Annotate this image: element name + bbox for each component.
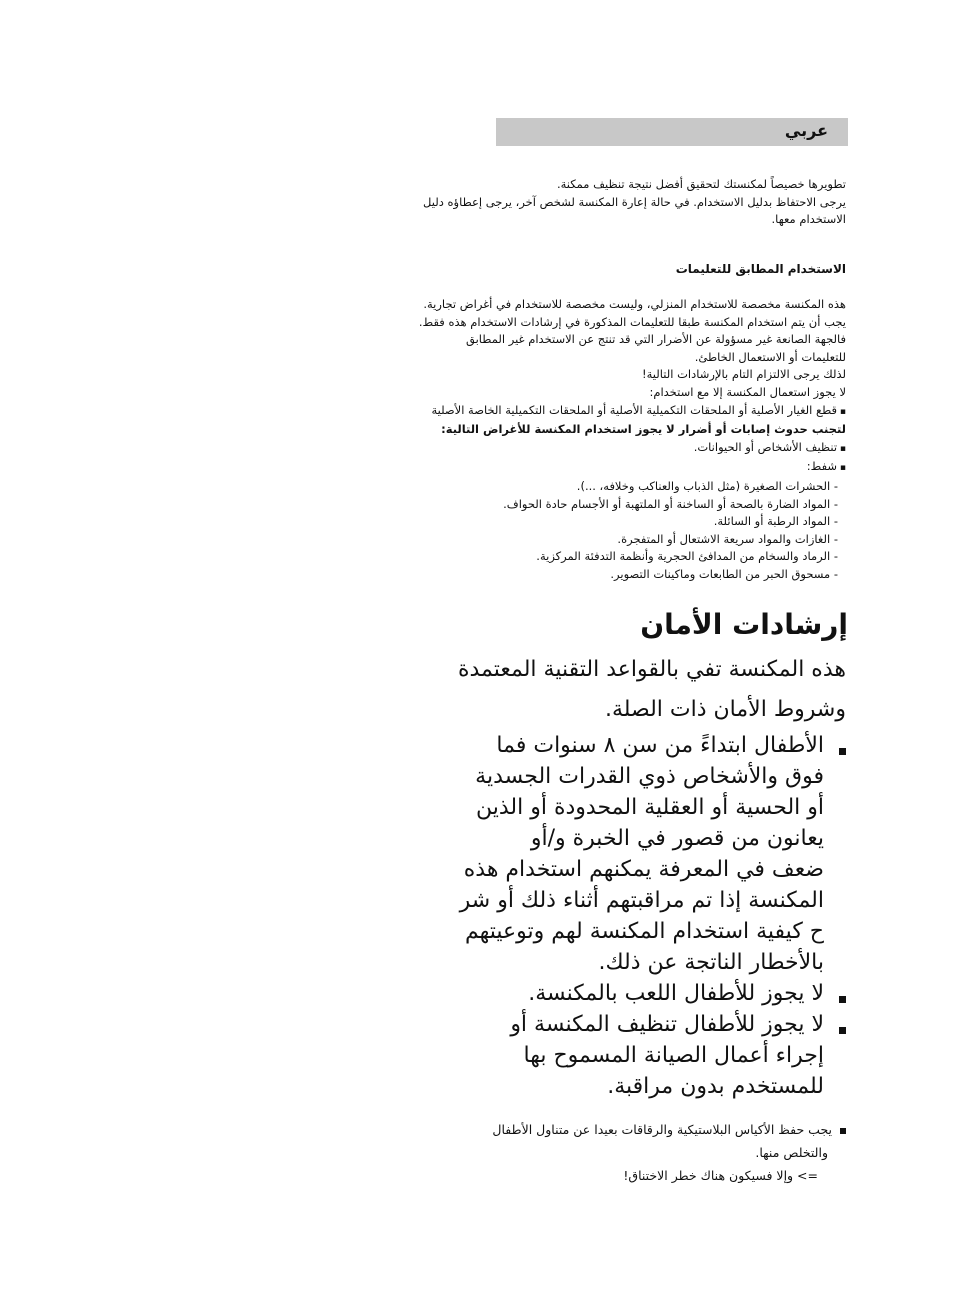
safety-item-line: أو الحسية أو العقلية المحدودة أو الذين [476, 795, 824, 820]
intro-line: تطويرها خصيصاً لمكنستك لتحقيق أفضل نتيجة تنظيف ممكنة. [556, 177, 846, 191]
suction-item: - المواد الضارة بالصحة أو الساخنة أو الملتهبة أو الأجسام حادة الحواف. [440, 496, 846, 514]
safety-item-line: فوق والأشخاص ذوي القدرات الجسدية [475, 764, 824, 789]
bag-line: => وإلا فسيكون هناك خطر الاختناق! [623, 1168, 818, 1183]
bullet-square-icon [839, 1027, 846, 1034]
safety-item-line: ح كيفية استخدام المكنسة لهم وتوعيتهم [464, 919, 824, 944]
safety-item-line: الأطفال ابتداءً من سن ٨ سنوات فما [496, 733, 824, 758]
intro-line: يرجى الاحتفاظ بدليل الاستخدام. في حالة إعارة المكنسة لشخص آخر، يرجى إعطاؤه دليل [423, 194, 846, 209]
suction-item: - الحشرات الصغيرة (مثل الذباب والعناكب وخلافه، ...). [440, 478, 846, 496]
plastic-bags-warning [440, 1118, 846, 1187]
bag-line: والتخلص منها. [755, 1145, 828, 1160]
safety-item-line: يعانون من قصور في الخبرة و/أو [530, 826, 824, 851]
suction-item: - المواد الرطبة أو السائلة. [440, 513, 846, 531]
usage-line: للتعليمات أو الاستعمال الخاطئ. [694, 349, 846, 364]
safety-item-line: إجراء أعمال الصيانة المسموح بها [523, 1043, 824, 1068]
bag-line [440, 1118, 846, 1141]
safety-item-children-supervision [459, 730, 846, 978]
safety-intro [457, 650, 846, 730]
bullet-square-icon [840, 1128, 846, 1134]
language-header-bar [496, 118, 848, 146]
suction-item: - الرماد والسخام من المدافئ الحجرية وأنظمة التدفئة المركزية. [440, 548, 846, 566]
bullet-square-icon [839, 748, 846, 755]
safety-intro-line: وشروط الأمان ذات الصلة. [604, 697, 846, 722]
bullet-suction: ▪ شفط: [440, 458, 846, 478]
suction-item: - مسحوق الحبر من الطابعات وماكينات التصوير. [440, 566, 846, 584]
safety-item-line: بالأخطار الناتجة عن ذلك. [598, 950, 824, 975]
intro-line: الاستخدام معها. [771, 212, 846, 227]
warning-bold-text: لتجنب حدوث إصابات أو أضرار لا يجوز استخدام المكنسة للأغراض التالية: [441, 422, 846, 437]
safety-title: إرشادات الأمان [640, 608, 848, 641]
bag-line-text: يجب حفظ الأكياس البلاستيكية والرقاقات بعيدا عن متناول الأطفال [492, 1122, 832, 1137]
language-label: عربي [784, 121, 828, 140]
bullet-original-parts: ▪ قطع الغيار الأصلية أو الملحقات التكميلية الأصلية أو الملحقات التكميلية الخاصة الأصلية [440, 402, 846, 422]
safety-item-no-cleaning [486, 1009, 846, 1102]
intro-paragraph [423, 176, 846, 229]
safety-list [459, 730, 846, 1102]
safety-item-line: المكنسة إذا تم مراقبتهم أثناء ذلك أو شر [459, 888, 824, 913]
bullet-cleaning-people: ▪ تنظيف الأشخاص أو الحيوانات. [440, 439, 846, 459]
suction-item: - الغازات والمواد سريعة الاشتعال أو المتفجرة. [440, 531, 846, 549]
usage-line: يجب أن يتم استخدام المكنسة طبقا للتعليمات المذكورة في إرشادات الاستخدام هذه فقط. [418, 314, 846, 329]
bullet-square-icon [839, 996, 846, 1003]
usage-line: فالجهة الصانعة غير مسؤولة عن الأضرار التي قد تنتج عن الاستخدام غير المطابق [466, 332, 846, 347]
safety-item-no-playing [486, 978, 846, 1009]
safety-item-line: ضعف في المعرفة يمكنهم استخدام هذه [463, 857, 824, 882]
usage-line: لا يجوز استعمال المكنسة إلا مع استخدام: [649, 384, 846, 399]
usage-heading: الاستخدام المطابق للتعليمات [675, 262, 846, 276]
safety-item-line: لا يجوز للأطفال تنظيف المكنسة أو [510, 1012, 824, 1037]
usage-line: لذلك يرجى الالتزام التام بالإرشادات التالية! [642, 367, 846, 382]
usage-body [418, 296, 846, 584]
safety-item-line: لا يجوز للأطفال اللعب بالمكنسة. [528, 981, 824, 1006]
usage-line: هذه المكنسة مخصصة للاستخدام المنزلي، وليست مخصصة للاستخدام في أغراض تجارية. [423, 297, 846, 311]
safety-intro-line: هذه المكنسة تفي بالقواعد التقنية المعتمدة [457, 657, 846, 682]
safety-item-line: للمستخدم بدون مراقبة. [607, 1074, 824, 1099]
